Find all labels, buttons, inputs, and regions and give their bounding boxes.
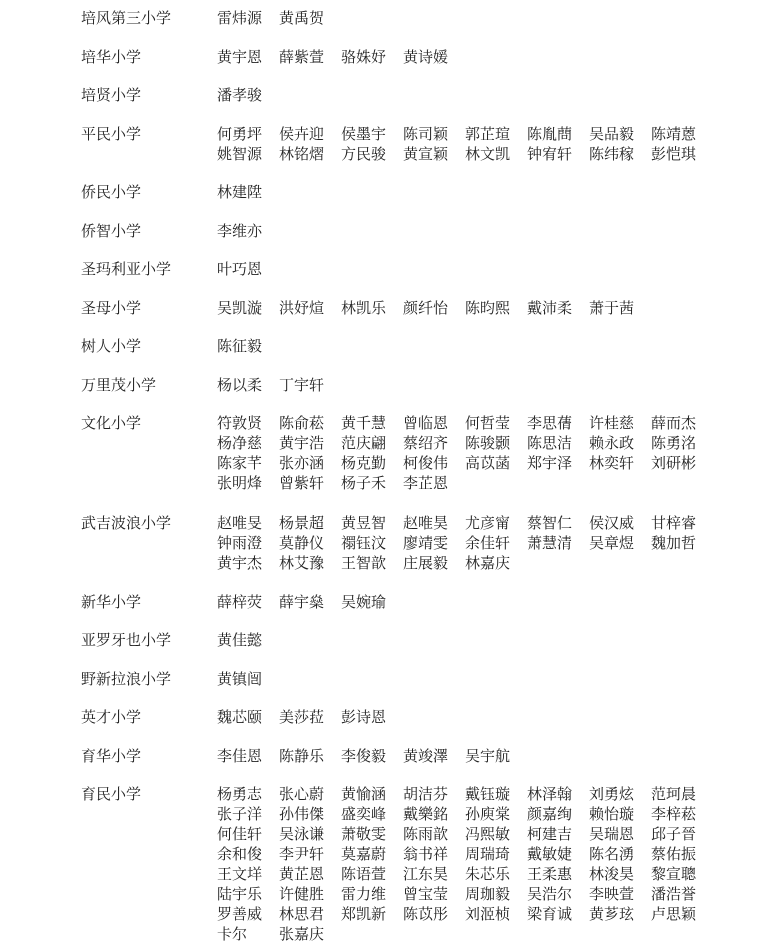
student-names (217, 259, 717, 279)
student-name: 王柔惠 (527, 865, 573, 884)
student-name: 吴章煜 (589, 533, 635, 552)
student-name: 陈俞菘 (279, 414, 325, 433)
student-name: 薛梓荧 (217, 592, 263, 611)
student-name: 曾紫轩 (279, 474, 325, 493)
student-name: 吴婉瑜 (341, 592, 387, 611)
student-names (217, 707, 717, 727)
student-name: 李尹轩 (279, 845, 325, 864)
student-name: 黄愉涵 (341, 785, 387, 804)
student-name: 蔡佑振 (651, 845, 697, 864)
student-name: 李映萱 (589, 885, 635, 904)
student-name: 赵唯旻 (217, 513, 263, 532)
student-name: 梁育诚 (527, 905, 573, 924)
student-name: 符敦贤 (217, 414, 263, 433)
student-name: 许桂慈 (589, 414, 635, 433)
student-names (217, 182, 717, 202)
student-name: 侯汉威 (589, 513, 635, 532)
student-name: 薛而杰 (651, 414, 697, 433)
student-name: 翁书祥 (403, 845, 449, 864)
student-name: 杨勇志 (217, 785, 263, 804)
student-name: 黄诗媛 (403, 47, 449, 66)
student-name: 黄宇恩 (217, 47, 263, 66)
student-name: 萧于茜 (589, 298, 635, 317)
student-name: 黄竣澤 (403, 746, 449, 765)
student-name: 罗善威 (217, 905, 263, 924)
student-name: 莫静仪 (279, 533, 325, 552)
student-name: 刘研彬 (651, 454, 697, 473)
student-name: 彭诗恩 (341, 708, 387, 727)
student-name: 吴宇航 (465, 746, 511, 765)
student-name: 颜纤怡 (403, 298, 449, 317)
student-name: 颜嘉绚 (527, 805, 573, 824)
school-name: 培风第三小学 (81, 9, 172, 27)
student-name: 钟宥轩 (527, 144, 573, 163)
student-name: 莫嘉蔚 (341, 845, 387, 864)
student-name: 卢思颖 (651, 905, 697, 924)
student-name: 尤彦甯 (465, 513, 511, 532)
student-name: 潘浩誉 (651, 885, 697, 904)
student-name: 李梓菘 (651, 805, 697, 824)
student-name: 姚智源 (217, 144, 263, 163)
student-name: 戴敏婕 (527, 845, 573, 864)
student-name: 林文凯 (465, 144, 511, 163)
student-name: 林建陞 (217, 183, 263, 202)
student-name: 薛宇燊 (279, 592, 325, 611)
student-name: 骆姝妤 (341, 47, 387, 66)
student-name: 林奕轩 (589, 454, 635, 473)
student-name: 黄佳懿 (217, 631, 263, 650)
student-names (217, 221, 717, 241)
student-name: 戴樂銘 (403, 805, 449, 824)
student-name: 陈雨歆 (403, 825, 449, 844)
student-name: 李芷恩 (403, 474, 449, 493)
student-name: 赖怡璇 (589, 805, 635, 824)
student-name: 陆宇乐 (217, 885, 263, 904)
student-name: 魏加哲 (651, 533, 697, 552)
student-name: 杨克勤 (341, 454, 387, 473)
student-name: 黄芷恩 (279, 865, 325, 884)
student-name: 陈胤蔄 (527, 124, 573, 143)
student-name: 魏芯颐 (217, 708, 263, 727)
student-names (217, 630, 717, 650)
school-name: 圣母小学 (81, 298, 142, 317)
school-name: 育华小学 (81, 746, 142, 765)
school-name: 新华小学 (81, 592, 142, 611)
student-name: 方民骏 (341, 144, 387, 163)
student-name: 郑凯新 (341, 905, 387, 924)
school-name: 亚罗牙也小学 (81, 631, 172, 650)
student-name: 黎宣聰 (651, 865, 697, 884)
school-name: 培贤小学 (81, 86, 142, 104)
student-name: 吴浩尔 (527, 885, 573, 904)
student-name: 范珂晨 (651, 785, 697, 804)
school-name: 树人小学 (81, 337, 142, 356)
student-name: 丁宇轩 (279, 375, 325, 394)
student-name: 张嘉庆 (279, 925, 325, 944)
student-name: 张子洋 (217, 805, 263, 824)
student-name: 吴泳谦 (279, 825, 325, 844)
student-name: 黄宇浩 (279, 434, 325, 453)
student-name: 陈名湧 (589, 845, 635, 864)
student-name: 许健胜 (279, 885, 325, 904)
student-name: 潘孝骏 (217, 86, 263, 104)
student-name: 冯熙敏 (465, 825, 511, 844)
student-name: 侯卉迎 (279, 124, 325, 143)
student-name: 陈苡彤 (403, 905, 449, 924)
student-name: 余和俊 (217, 845, 263, 864)
school-name: 万里茂小学 (81, 375, 157, 394)
student-name: 彭恺琪 (651, 144, 697, 163)
student-name: 黄芗玹 (589, 905, 635, 924)
student-name: 吴品毅 (589, 124, 635, 143)
student-name: 陈思洁 (527, 434, 573, 453)
student-name: 黄昱智 (341, 513, 387, 532)
student-name: 李俊毅 (341, 746, 387, 765)
student-name: 陈昀熙 (465, 298, 511, 317)
student-names (217, 375, 717, 395)
student-names (217, 298, 717, 318)
student-name: 张心蔚 (279, 785, 325, 804)
student-names (217, 669, 717, 689)
student-names (217, 8, 717, 28)
student-name: 刘洍桢 (465, 905, 511, 924)
student-name: 杨净慈 (217, 434, 263, 453)
student-name: 孙伟傑 (279, 805, 325, 824)
student-name: 黄千慧 (341, 414, 387, 433)
student-name: 江东昊 (403, 865, 449, 884)
student-name: 林铭熠 (279, 144, 325, 163)
student-name: 周珈毅 (465, 885, 511, 904)
student-name: 庄展毅 (403, 553, 449, 572)
student-name: 何哲莹 (465, 414, 511, 433)
student-name: 洪妤煊 (279, 298, 325, 317)
student-name: 雷炜源 (217, 9, 263, 27)
student-name: 郑宇泽 (527, 454, 573, 473)
student-names (217, 784, 717, 944)
student-name: 陈家芊 (217, 454, 263, 473)
student-name: 张亦涵 (279, 454, 325, 473)
student-name: 戴钰璇 (465, 785, 511, 804)
school-name: 圣玛利亚小学 (81, 260, 172, 279)
student-name: 黄镇闿 (217, 669, 263, 688)
student-name: 蔡智仁 (527, 513, 573, 532)
student-name: 高苡菡 (465, 454, 511, 473)
student-name: 李思蒨 (527, 414, 573, 433)
student-names (217, 124, 717, 164)
student-name: 杨子禾 (341, 474, 387, 493)
student-name: 孙庾棠 (465, 805, 511, 824)
student-name: 胡洁芬 (403, 785, 449, 804)
student-name: 钟雨澄 (217, 533, 263, 552)
student-name: 柯俊伟 (403, 454, 449, 473)
student-name: 薛紫萱 (279, 47, 325, 66)
student-name: 林嘉庆 (465, 553, 511, 572)
student-names (217, 47, 717, 67)
student-name: 美莎菈 (279, 708, 325, 727)
student-name: 萧敬雯 (341, 825, 387, 844)
student-names (217, 513, 717, 573)
student-name: 林浚昊 (589, 865, 635, 884)
school-name: 平民小学 (81, 124, 142, 143)
student-name: 蔡绍齐 (403, 434, 449, 453)
student-names (217, 592, 717, 612)
student-name: 王文垟 (217, 865, 263, 884)
school-name: 侨民小学 (81, 183, 142, 202)
student-name: 陈司颖 (403, 124, 449, 143)
student-name: 陈征毅 (217, 337, 263, 356)
school-name: 育民小学 (81, 785, 142, 804)
student-name: 郭芷瑄 (465, 124, 511, 143)
student-name: 侯墨宇 (341, 124, 387, 143)
student-name: 柯建吉 (527, 825, 573, 844)
student-name: 戴沛柔 (527, 298, 573, 317)
school-name: 文化小学 (81, 414, 142, 433)
student-name: 曾临恩 (403, 414, 449, 433)
student-name: 叶巧恩 (217, 260, 263, 279)
student-name: 范庆翩 (341, 434, 387, 453)
student-name: 卡尔 (217, 925, 248, 944)
student-name: 吴瑞恩 (589, 825, 635, 844)
student-name: 刘勇炫 (589, 785, 635, 804)
school-name: 武吉波浪小学 (81, 513, 172, 532)
student-name: 杨以柔 (217, 375, 263, 394)
student-name: 陈靖蒽 (651, 124, 697, 143)
student-name: 林思君 (279, 905, 325, 924)
student-name: 萧慧清 (527, 533, 573, 552)
student-name: 廖靖雯 (403, 533, 449, 552)
student-name: 黄禹贺 (279, 9, 325, 27)
student-names (217, 413, 717, 493)
student-name: 陈骏颢 (465, 434, 511, 453)
student-name: 曾宝莹 (403, 885, 449, 904)
student-names (217, 746, 717, 766)
student-names (217, 336, 717, 356)
student-names (217, 85, 717, 105)
student-name: 何佳轩 (217, 825, 263, 844)
school-name: 侨智小学 (81, 221, 142, 240)
student-name: 雷力维 (341, 885, 387, 904)
student-name: 黄宣颖 (403, 144, 449, 163)
student-name: 甘梓睿 (651, 513, 697, 532)
student-name: 余佳轩 (465, 533, 511, 552)
student-name: 杨景超 (279, 513, 325, 532)
student-name: 陈语萱 (341, 865, 387, 884)
student-name: 林艾豫 (279, 553, 325, 572)
student-name: 林泽翰 (527, 785, 573, 804)
student-name: 吴凯漩 (217, 298, 263, 317)
student-name: 陈勇洺 (651, 434, 697, 453)
student-name: 李维亦 (217, 221, 263, 240)
school-name: 培华小学 (81, 47, 142, 66)
student-name: 张明烽 (217, 474, 263, 493)
student-name: 何勇坪 (217, 124, 263, 143)
student-name: 盛奕峰 (341, 805, 387, 824)
student-name: 陈静乐 (279, 746, 325, 765)
student-name: 黄宇杰 (217, 553, 263, 572)
student-name: 陈纬稼 (589, 144, 635, 163)
student-name: 李佳恩 (217, 746, 263, 765)
student-name: 赵唯昊 (403, 513, 449, 532)
student-name: 王智歆 (341, 553, 387, 572)
student-name: 邱子晉 (651, 825, 697, 844)
student-name: 周瑞琦 (465, 845, 511, 864)
student-name: 朱芯乐 (465, 865, 511, 884)
school-name: 英才小学 (81, 708, 142, 727)
student-name: 禤钰汶 (341, 533, 387, 552)
student-name: 赖永政 (589, 434, 635, 453)
school-name: 野新拉浪小学 (81, 669, 172, 688)
student-name: 林凯乐 (341, 298, 387, 317)
